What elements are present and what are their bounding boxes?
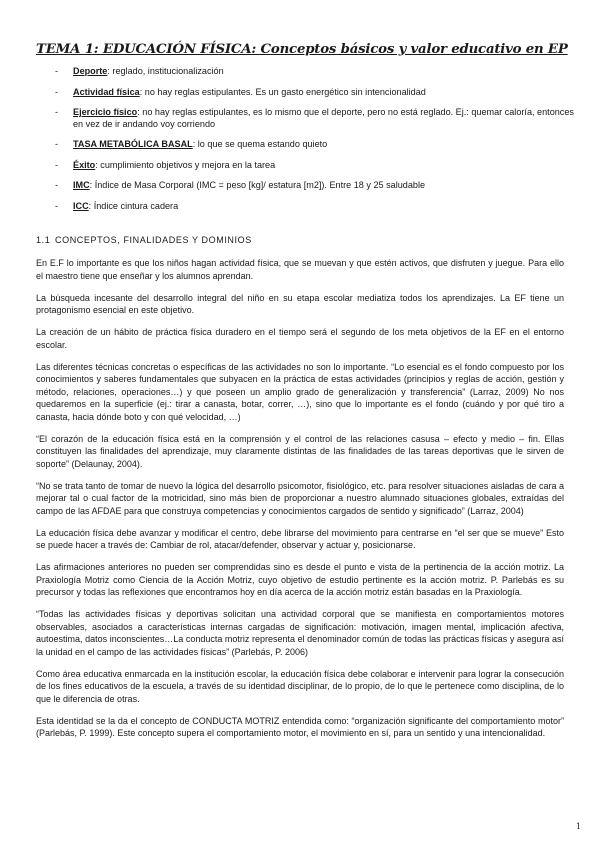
paragraph: Como área educativa enmarcada en la institución escolar, la educación física debe colaborar e intervenir para lograr la consecución de los fines educativos de la escuela, a través de su identidad disciplinar, de lo propio, de lo que le pertenece como disciplina, de lo que le diferencia de otras. — [36, 668, 564, 704]
definition-text: : reglado, institucionalización — [107, 66, 224, 76]
definition-text: : lo que se quema estando quieto — [192, 139, 328, 149]
definition-item: - IMC: Índice de Masa Corporal (IMC = peso [kg]/ estatura [m2]). Entre 18 y 25 saludable — [55, 180, 426, 190]
definition-text: : cumplimiento objetivos y mejora en la tarea — [95, 159, 276, 170]
paragraph: La búsqueda incesante del desarrollo integral del niño en su etapa escolar mediatiza todos los aprendizajes. La EF tiene un protagonismo esencial en este objetivo. — [36, 292, 564, 315]
document-title: TEMA 1: EDUCACIÓN FÍSICA: Conceptos básicos y valor educativo en EP — [36, 42, 568, 57]
paragraph: Las afirmaciones anteriores no pueden ser comprendidas sino es desde el punto e vista de la pertinencia de la acción motriz. La Praxiología Motriz como Ciencia de la Acción Motriz, cuyo objetivo de estudio pertinente es la acción motriz. P. Parlebás es su precursor y todas las reflexiones que encontramos hoy en día acerca de la acción motriz están basadas en la Praxiología. — [36, 562, 564, 597]
definition-term: Ejercicio físico — [73, 107, 138, 117]
definitions-list — [36, 66, 576, 221]
definition-item: - Actividad física: no hay reglas estipulantes. Es un gasto energético sin intencionalidad — [55, 86, 426, 97]
definition-item: - TASA METABÓLICA BASAL: lo que se quema estando quieto — [55, 139, 328, 149]
page-number: 1 — [575, 822, 581, 831]
definition-item: - Ejercicio físico: no hay reglas estipulantes, es lo mismo que el deporte, pero no está reglado. Ej.: quemar caloría, entonces en vez de ir andando voy corriendo — [55, 107, 574, 129]
section-number: 1.1 — [36, 235, 51, 245]
paragraph: Esta identidad se la da el concepto de CONDUCTA MOTRIZ entendida como: “organización significante del comportamiento motor” (Parlebás, P. 1999). Este concepto supera el comportamiento motor, el movimiento en sí, para un sentido y una intencionalidad. — [36, 715, 564, 738]
paragraph: En E.F lo importante es que los niños hagan actividad física, que se muevan y que estén activos, que disfruten y juegue. Para ello el maestro tiene que enseñar y los alumnos aprendan. — [36, 258, 564, 281]
definition-item: - Éxito: cumplimiento objetivos y mejora en la tarea — [55, 159, 276, 170]
definition-term: ICC — [73, 200, 89, 211]
definition-term: TASA METABÓLICA BASAL — [73, 139, 193, 149]
paragraph: “El corazón de la educación física está en la comprensión y el control de las relaciones casusa – efecto y medio – fin. Ellas constituyen las finalidades del aprendizaje, muy claramente distintas de las finalidades de las tareas deportivas que le sirven de soporte” (Delaunay, 2004). — [36, 433, 564, 469]
paragraph: “Todas las actividades físicas y deportivas solicitan una actividad corporal que se manifiesta en comportamientos motores observables, asociados a características internas cargadas de significación: motivación, imagen mental, implicación afectiva, autoestima, datos inconscientes…La conducta motriz representa el denominador común de todas las prácticas físicas y asegura así la unidad en el campo de las actividades físicas” (Parlebás, P. 2006) — [36, 609, 564, 657]
definition-text: : Índice cintura cadera — [88, 200, 179, 211]
definition-term: Deporte — [73, 66, 108, 76]
paragraph: Las diferentes técnicas concretas o específicas de las actividades no son lo importante. “Lo esencial es el fondo compuesto por los conocimientos y saberes fundamentales que subyacen en la práctica de estas actividades (principios y reglas de acción, gestión y método, relaciones, operaciones…) y que poseen un amplio grado de generalización y transferencia” (Larraz, 2009) No nos quedaremos en la superficie (ej.: tirar a canasta, botar, correr, …), sino que lo importante es el fondo (cuándo y por qué tiro a canasta, hacia dónde boto y con qué velocidad, …) — [36, 361, 564, 422]
section-title: CONCEPTOS, FINALIDADES Y DOMINIOS — [55, 235, 252, 245]
definition-text: : Índice de Masa Corporal (IMC = peso [kg]/ estatura [m2]). Entre 18 y 25 saludable — [89, 180, 426, 190]
definition-term: Éxito — [73, 159, 96, 170]
body-text — [36, 257, 564, 749]
definition-item: - Deporte: reglado, institucionalización — [55, 66, 224, 76]
paragraph: “No se trata tanto de tomar de nuevo la lógica del desarrollo psicomotor, fisiológico, etc. para resolver situaciones aisladas de cara a mejorar tal o cual factor de la motricidad, sino más bien de proporcionar a nuestro alumnado situaciones globales, extraídas del campo de las AFDAE para que construya competencias y conocimientos cargados de sentido y significado” (Larraz, 2004) — [36, 480, 564, 516]
definition-text: : no hay reglas estipulantes, es lo mismo que el deporte, pero no está reglado. Ej.: quemar caloría, entonces en vez de ir andando voy corriendo — [73, 107, 574, 129]
definition-item: - ICC: Índice cintura cadera — [55, 200, 179, 211]
section-heading — [36, 235, 252, 245]
paragraph: La creación de un hábito de práctica física duradero en el tiempo será el segundo de los meta objetivos de la EF en el entorno escolar. — [36, 327, 564, 350]
definition-text: : no hay reglas estipulantes. Es un gasto energético sin intencionalidad — [139, 86, 426, 97]
definition-term: IMC — [73, 180, 90, 190]
definition-term: Actividad física — [73, 86, 140, 97]
paragraph: La educación física debe avanzar y modificar el centro, debe librarse del movimiento para centrarse en “el ser que se mueve” Esto se puede hacer a través de: Cambiar de rol, atacar/defender, observar y actuar y, posicionarse. — [36, 527, 564, 550]
